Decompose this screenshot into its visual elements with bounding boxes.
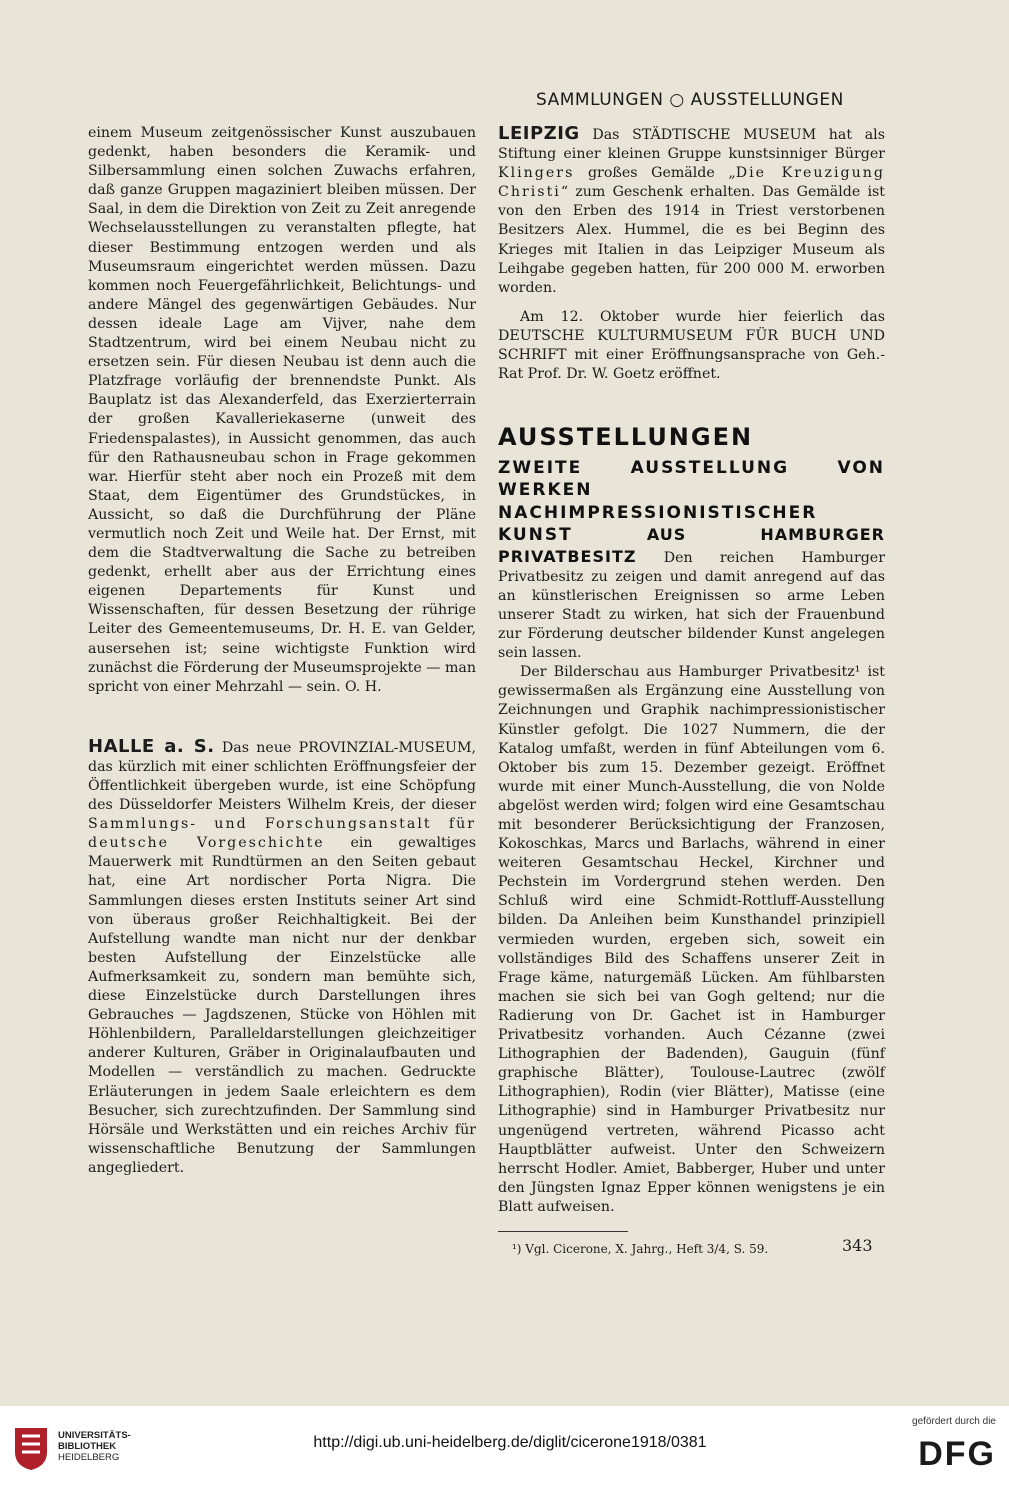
leipzig-text-1: Das STÄDTISCHE MUSEUM hat als Stiftung einer kleinen Gruppe kunstsinniger Bürger [498,127,885,163]
halle-text-1: Das neue PROVINZIAL-MUSEUM, das kürzlich mit einer schlichten Eröffnungsfeier der Öffentlichkeit übergeben wurde, ist eine Schöpfung des Düsseldorfer Meisters Wilhelm Kreis, der dieser [88,739,476,814]
dfg-logo: DFG [918,1435,996,1473]
university-seal-icon [12,1424,50,1472]
funded-by-text: gefördert durch die [912,1416,996,1427]
subheading-small: AUS HAMBURGER PRIVATBESITZ [498,524,885,566]
leipzig-paragraph [498,124,885,298]
library-line-1: UNIVERSITÄTS- [58,1430,131,1441]
leipzig-text-2: großes Gemälde „ [574,165,736,182]
library-name [58,1430,131,1463]
zweite-text-1: Den reichen Hamburger Privatbesitz zu zeigen und damit anregend auf das an künstlerischen Ereignissen so arme Leben unserer Stadt zu wirken, hat sich der Frauenbund zur Förderung deutscher bildender Kunst angelegen sein lassen. [498,549,885,662]
page-number: 343 [842,1236,873,1255]
section-title: AUSSTELLUNGEN [498,423,754,452]
leipzig-spaced-2: Die Kreuzigung Christi [498,165,885,201]
library-line-3: HEIDELBERG [58,1452,120,1463]
zweite-paragraph-2: Der Bilderschau aus Hamburger Privatbesitz¹ ist gewissermaßen als Ergänzung eine Ausstellung von Zeichnungen und Graphik nachimpressionistischer Künstler gefolgt. Die 1027 Nummern, die der Katalog umfaßt, werden in fünf Abteilungen vom 6. Oktober bis zum 15. Dezember gezeigt. Eröffnet wurde mit einer Munch-Ausstellung, die von Nolde abgelöst werden wird; folgen wird eine Gesamtschau mit besonderer Berücksichtigung der Franzosen, Kokoschkas, Marcs und Barlachs, während in einer weiteren Gesamtschau Heckel, Kirchner und Pechstein im Vordergrund stehen werden. Den Schluß wird eine Schmidt-Rottluff-Ausstellung bilden. Da Anleihen beim Kunsthandel prinzipiell vermieden wurden, ergeben sich, soweit ein vollständiges Bild des Schaffens unserer Zeit in Frage käme, naturgemäß Lücken. Am fühlbarsten machen sie sich bei van Gogh geltend; nur die Radierung von Dr. Gachet ist in Hamburger Privatbesitz vorhanden. Auch Cézanne (zwei Lithographien der Badenden), Gauguin (fünf graphische Blätter), Toulouse-Lautrec (zwölf Lithographien), Rodin (vier Blätter), Matisse (eine Lithographie) sind in Hamburger Privatbesitz nur ungenügend vertreten, während Picasso acht Hauptblätter aufweist. Unter den Schweizern herrscht Hodler. Amiet, Babberger, Huber und unter den Jüngsten Ignaz Epper können wenigstens je ein Blatt aufweisen. [498,664,885,1215]
footer-bar [0,1406,1009,1486]
left-column [88,124,476,1178]
footnote: ¹) Vgl. Cicerone, X. Jahrg., Heft 3/4, S. 59. [512,1241,769,1256]
right-column [498,124,885,1259]
leipzig-spaced-1: Klingers [498,165,575,182]
leipzig-text-3: “ zum Geschenk erhalten. Das Gemälde ist von den Erben des 1914 in Triest verstorbenen Besitzers Alex. Hummel, die es bei Beginn des Krieges mit Italien in das Leipziger Museum als Leihgabe gegeben hatten, für 200 000 M. erworben worden. [498,184,885,296]
halle-spaced-text: Sammlungs- und Forschungsanstalt für deutsche Vorgeschichte [88,816,476,852]
halle-text-2: ein gewaltiges Mauerwerk mit Rundtürmen an den Seiten gebaut hat, eine Art nordischer Porta Nigra. Die Sammlungen dieses ersten Instituts seiner Art sind von überaus großer Reichhaltigkeit. Bei der Aufstellung wandte man nicht nur der denkbar besten Aufstellung der Einzelstücke alle Aufmerksamkeit zu, sondern man bemühte sich, diese Einzelstücke durch Darstellungen ihres Gebrauches — Jagdszenen, Stücke von Höhlen mit Höhlenbildern, Paralleldarstellungen gleichzeitiger anderer Kulturen, Gräber in Originalaufbauten und Modellen — verständlich zu machen. Gedruckte Erläuterungen in jedem Saale erleichtern es dem Besucher, sich zurechtzufinden. Der Sammlung sind Hörsäle und Werkstätten und ein reiches Archiv für wissenschaftliche Benutzung der Sammlungen angegliedert. [88,835,476,1176]
footnote-divider [498,1231,628,1232]
leipzig-paragraph-2: Am 12. Oktober wurde hier feierlich das DEUTSCHE KULTURMUSEUM FÜR BUCH UND SCHRIFT mit einer Eröffnungsansprache von Geh.-Rat Prof. Dr. W. Goetz eröffnet. [498,308,885,383]
library-line-2: BIBLIOTHEK [58,1441,117,1452]
subheading-main: ZWEITE AUSSTELLUNG VON WERKEN NACHIMPRESSIONISTISCHER KUNST [498,458,885,545]
zweite-paragraph [498,457,885,663]
halle-paragraph [88,737,476,1178]
source-url-link[interactable]: http://digi.ub.uni-heidelberg.de/diglit/cicerone1918/0381 [313,1434,707,1451]
running-head: SAMMLUNGEN ○ AUSSTELLUNGEN [536,90,844,110]
leipzig-heading: LEIPZIG [498,123,580,144]
halle-heading: HALLE a. S. [88,735,215,757]
museum-paragraph: einem Museum zeitgenössischer Kunst auszubauen gedenkt, haben besonders die Keramik- und Silbersammlung einen solchen Zuwachs erfahren, daß ganze Gruppen magaziniert bleiben müssen. Der Saal, in dem die Direktion von Zeit zu Zeit anregende Wechselausstellungen zu veranstalten pflegte, hat dieser Bestimmung entzogen werden und als Museumsraum eingerichtet werden müssen. Dazu kommen noch Feuergefährlichkeit, Belichtungs- und andere Mängel des gegenwärtigen Gebäudes. Nur dessen ideale Lage am Vijver, nahe dem Stadtzentrum, wird bei einem Neubau nicht zu ersetzen sein. Für diesen Neubau ist denn auch die Platzfrage vorläufig der brennendste Punkt. Als Bauplatz ist das Alexanderfeld, das Exerzierterrain der großen Kavalleriekaserne (unweit des Friedenspalastes), in Aussicht genommen, das auch für den Rathausneubau schon in Frage gekommen war. Hierfür steht aber noch ein Prozeß mit dem Staat, dem Eigentümer des Grundstückes, in Aussicht, so daß die Durchführung der Pläne vermutlich noch Zeit und Weile hat. Der Ernst, mit dem die Stadtverwaltung die Sache zu betreiben gedenkt, erhellt aber aus der Errichtung eines eigenen Departements für Kunst und Wissenschaften, für dessen Besetzung der rührige Leiter des Gemeentemuseums, Dr. H. E. van Gelder, ausersehen ist; seine wichtigste Funktion wird zunächst die Förderung der Museumsprojekte — man spricht von einer Mehrzahl — sein. O. H. [88,125,476,695]
